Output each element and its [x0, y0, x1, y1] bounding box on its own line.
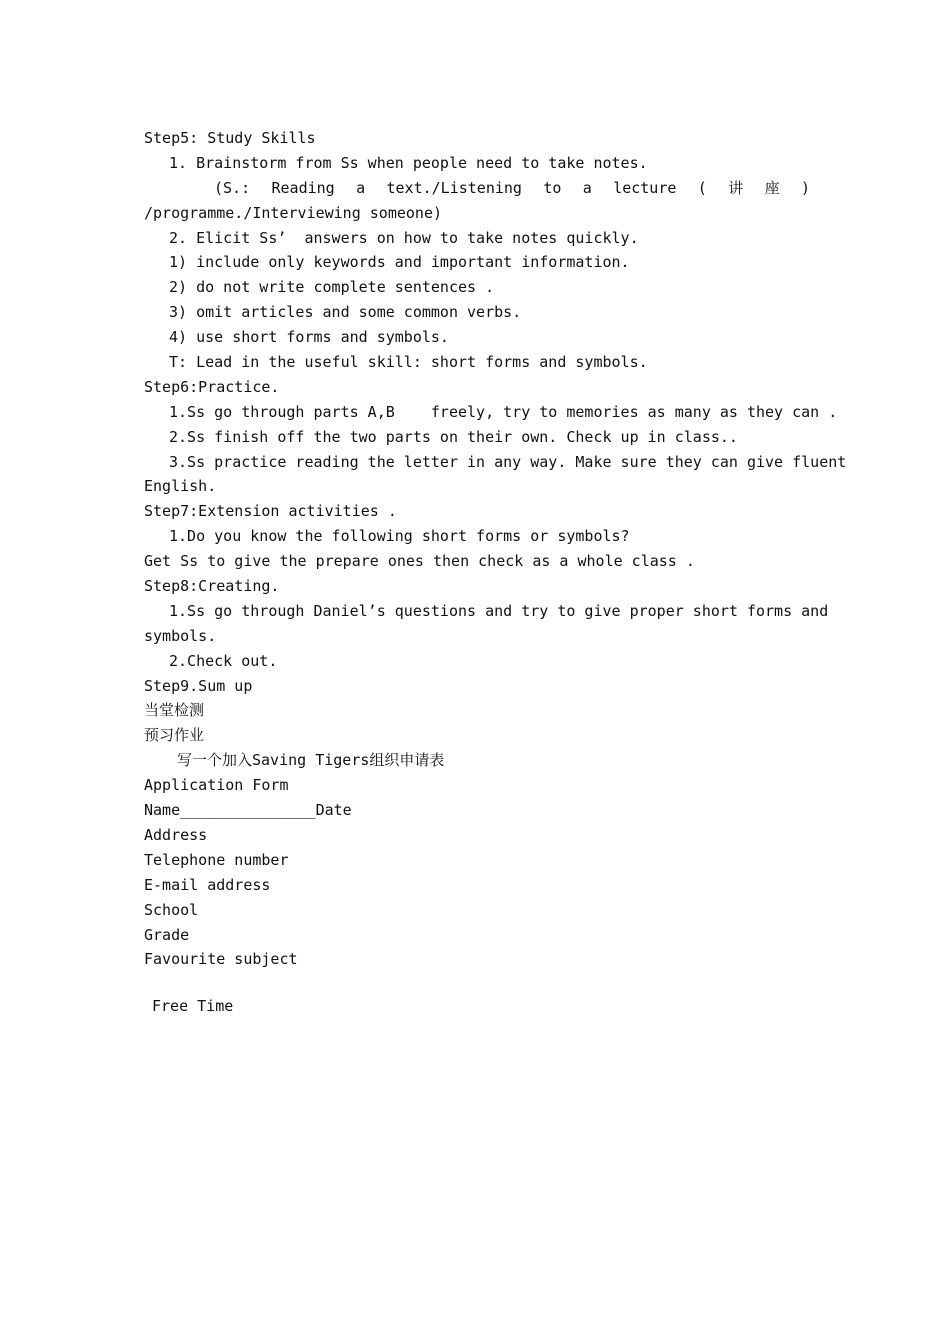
step5-item-2: 2. Elicit Ss’ answers on how to take notes quickly. — [169, 228, 639, 247]
spacer — [144, 972, 810, 994]
step7-note: Get Ss to give the prepare ones then check as a whole class . — [144, 552, 695, 571]
step8-title: Step8:Creating. — [144, 577, 280, 596]
form-free-time: Free Time — [152, 997, 234, 1016]
form-field: Grade — [144, 925, 190, 944]
step8-item-2: 2.Check out. — [169, 651, 278, 670]
homework-task: 写一个加入Saving Tigers组织申请表 — [177, 751, 445, 770]
check-title: 当堂检测 — [144, 701, 205, 720]
form-title: Application Form — [144, 776, 289, 795]
step6-item-3: 3.Ss practice reading the letter in any way. Make sure they can give fluent — [169, 452, 847, 471]
form-field: Favourite subject — [144, 950, 298, 969]
step5-item-1: 1. Brainstorm from Ss when people need to take notes. — [169, 153, 648, 172]
step5-item-1-detail: (S.: Reading a text./Listening to a lecture ( 讲 座 ) — [214, 178, 810, 197]
form-field: Address — [144, 825, 208, 844]
step5-lead: T: Lead in the useful skill: short forms and symbols. — [169, 353, 648, 372]
step9-title: Step9.Sum up — [144, 676, 253, 695]
step5-tip: 2) do not write complete sentences . — [169, 278, 495, 297]
form-name-date: Name_______________Date — [144, 801, 352, 820]
document-page — [144, 126, 847, 1019]
form-field: E-mail address — [144, 875, 271, 894]
form-field: Telephone number — [144, 850, 289, 869]
step6-item-1: 1.Ss go through parts A,B freely, try to memories as many as they can . — [169, 402, 838, 421]
step5-tip: 4) use short forms and symbols. — [169, 328, 449, 347]
step6-title: Step6:Practice. — [144, 377, 280, 396]
homework-title: 预习作业 — [144, 726, 205, 745]
step6-item-3-cont: English. — [144, 477, 217, 496]
step8-item-1: 1.Ss go through Daniel’s questions and try to give proper short forms and — [169, 601, 829, 620]
step5-tip: 3) omit articles and some common verbs. — [169, 303, 522, 322]
step5-tip: 1) include only keywords and important information. — [169, 253, 630, 272]
step5-title: Step5: Study Skills — [144, 129, 316, 147]
form-field: School — [144, 900, 199, 919]
step7-item-1: 1.Do you know the following short forms or symbols? — [169, 527, 630, 546]
step8-item-1-cont: symbols. — [144, 626, 217, 645]
step6-item-2: 2.Ss finish off the two parts on their own. Check up in class.. — [169, 427, 738, 446]
step5-item-1-detail-cont: /programme./Interviewing someone) — [144, 203, 443, 222]
step7-title: Step7:Extension activities . — [144, 502, 397, 521]
